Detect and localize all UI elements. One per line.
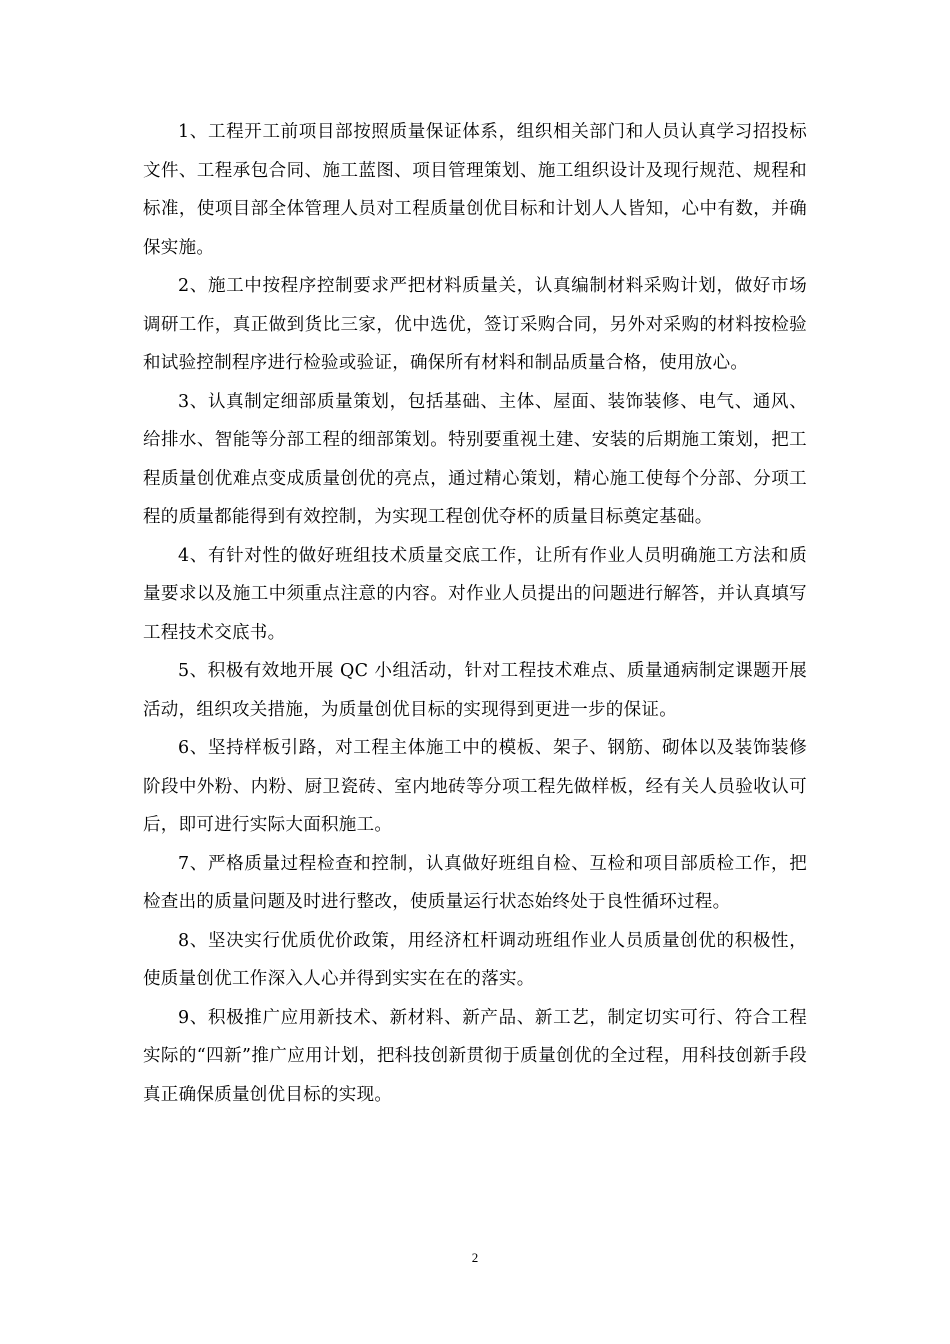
- paragraph-9: 9、积极推广应用新技术、新材料、新产品、新工艺，制定切实可行、符合工程实际的“四新”推广应用计划，把科技创新贯彻于质量创优的全过程，用科技创新手段真正确保质量创优目标的实现。: [143, 1007, 807, 1105]
- document-body: [143, 113, 807, 1114]
- paragraph-3: 3、认真制定细部质量策划，包括基础、主体、屋面、装饰装修、电气、通风、给排水、智能等分部工程的细部策划。特别要重视土建、安装的后期施工策划，把工程质量创优难点变成质量创优的亮点，通过精心策划，精心施工使每个分部、分项工程的质量都能得到有效控制，为实现工程创优夺杯的质量目标奠定基础。: [143, 391, 807, 527]
- paragraph-5: 5、积极有效地开展 QC 小组活动，针对工程技术难点、质量通病制定课题开展活动，组织攻关措施，为质量创优目标的实现得到更进一步的保证。: [143, 661, 807, 720]
- paragraph-1: 1、工程开工前项目部按照质量保证体系，组织相关部门和人员认真学习招投标文件、工程承包合同、施工蓝图、项目管理策划、施工组织设计及现行规范、规程和标准，使项目部全体管理人员对工程质量创优目标和计划人人皆知，心中有数，并确保实施。: [143, 122, 807, 258]
- paragraph-2: 2、施工中按程序控制要求严把材料质量关，认真编制材料采购计划，做好市场调研工作，真正做到货比三家，优中选优，签订采购合同，另外对采购的材料按检验和试验控制程序进行检验或验证，确保所有材料和制品质量合格，使用放心。: [143, 276, 807, 373]
- page-number: 2: [471, 1250, 479, 1265]
- paragraph-8: 8、坚决实行优质优价政策，用经济杠杆调动班组作业人员质量创优的积极性，使质量创优工作深入人心并得到实实在在的落实。: [143, 930, 807, 989]
- paragraph-4: 4、有针对性的做好班组技术质量交底工作，让所有作业人员明确施工方法和质量要求以及施工中须重点注意的内容。对作业人员提出的问题进行解答，并认真填写工程技术交底书。: [143, 545, 807, 643]
- paragraph-7: 7、严格质量过程检查和控制，认真做好班组自检、互检和项目部质检工作，把检查出的质量问题及时进行整改，使质量运行状态始终处于良性循环过程。: [143, 853, 807, 912]
- paragraph-6: 6、坚持样板引路，对工程主体施工中的模板、架子、钢筋、砌体以及装饰装修阶段中外粉、内粉、厨卫瓷砖、室内地砖等分项工程先做样板，经有关人员验收认可后，即可进行实际大面积施工。: [143, 738, 807, 835]
